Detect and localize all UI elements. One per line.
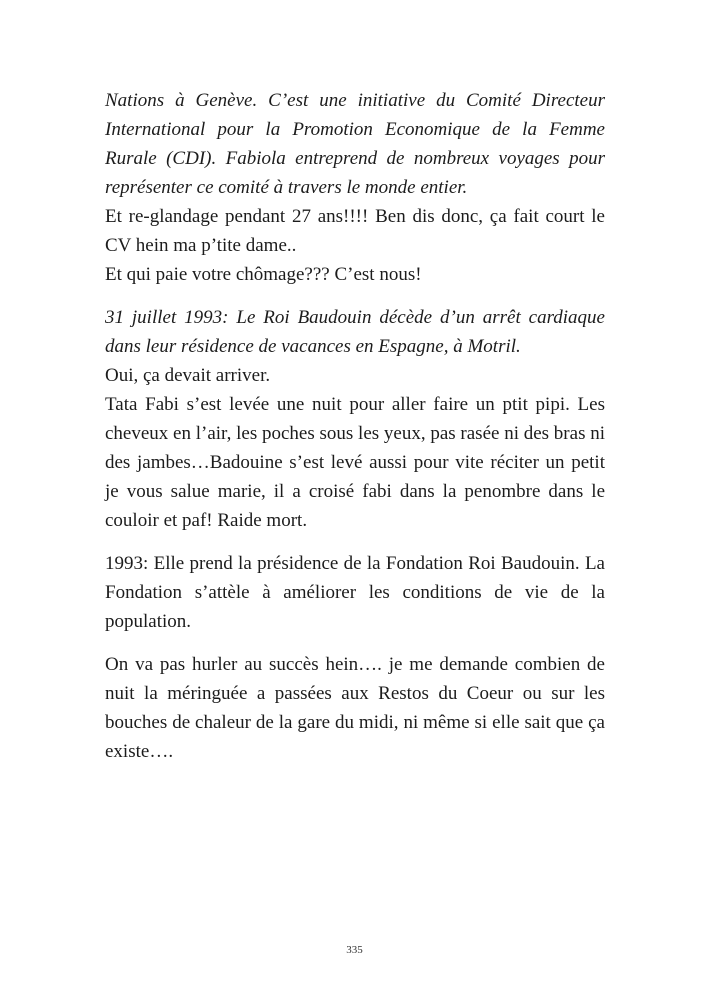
paragraph-on-va-pas-hurler: On va pas hurler au succès hein…. je me demande combien de nuit la méringuée a passées aux Restos du Coeur ou sur les bouches de chaleur de la gare du midi, ni même si elle sait que ça existe…. [105,654,605,762]
paragraph-reglandage: Et re-glandage pendant 27 ans!!!! Ben dis donc, ça fait court le CV hein ma p’tite dame.. [105,206,605,256]
paragraph-tata-fabi: Tata Fabi s’est levée une nuit pour aller faire un ptit pipi. Les cheveux en l’air, les poches sous les yeux, pas rasée ni des bras ni des jambes…Badouine s’est levé aussi pour vite réciter un petit je vous salue marie, il a croisé fabi dans la penombre dans le couloir et paf! Raide mort. [105,394,605,531]
paragraph-fabiola-comite: Nations à Genève. C’est une initiative du Comité Directeur International pour la Promotion Economique de la Femme Rurale (CDI). Fabiola entreprend de nombreux voyages pour représenter ce comité à travers le monde entier. [105,90,605,198]
paragraph-fondation-roi-baudouin: 1993: Elle prend la présidence de la Fondation Roi Baudouin. La Fondation s’attèle à améliorer les conditions de vie de la population. [105,553,605,632]
paragraph-chomage: Et qui paie votre chômage??? C’est nous! [105,264,422,285]
page-number: 335 [346,944,363,956]
paragraph-roi-baudouin-deces: 31 juillet 1993: Le Roi Baudouin décède d’un arrêt cardiaque dans leur résidence de vacances en Espagne, à Motril. [105,307,605,357]
paragraph-oui-ca-devait: Oui, ça devait arriver. [105,365,271,386]
